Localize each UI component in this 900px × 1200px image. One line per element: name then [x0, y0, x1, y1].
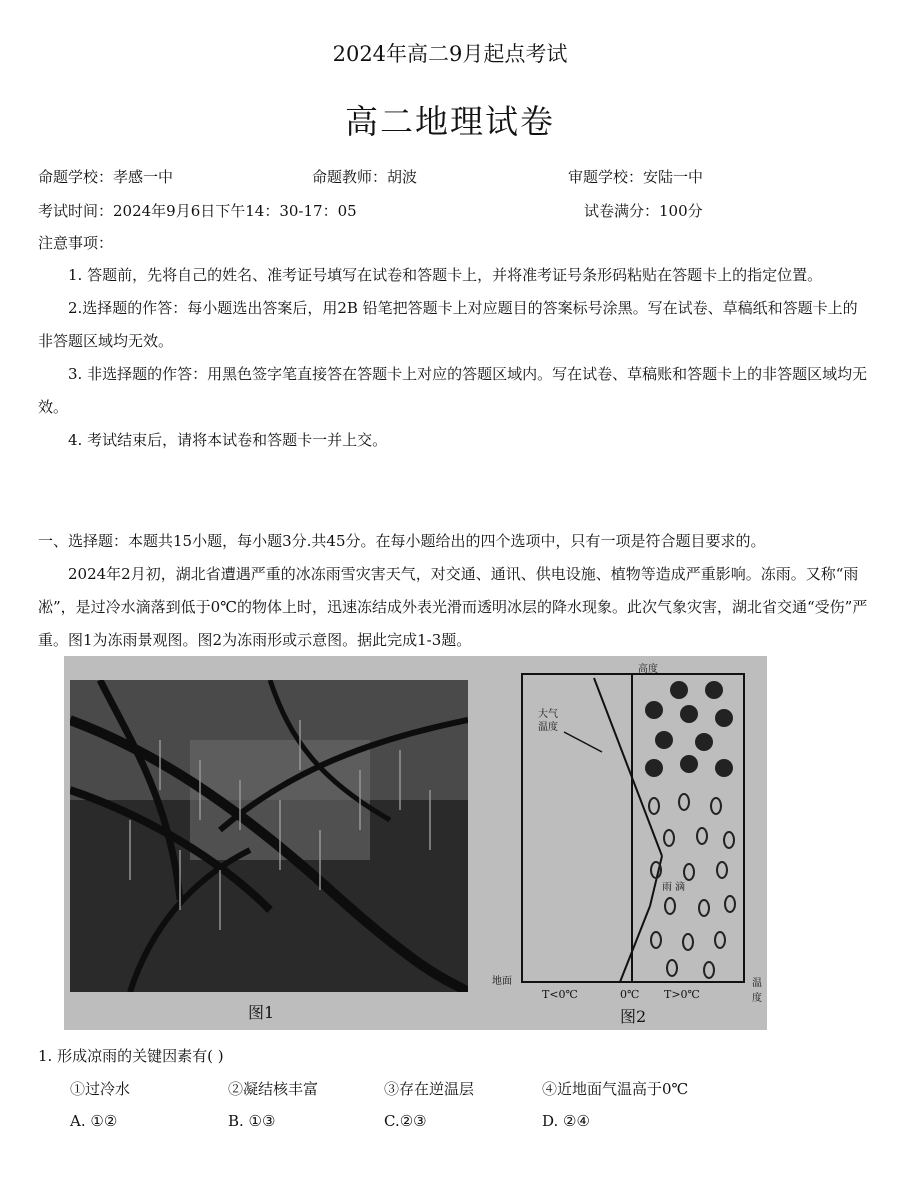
exam-name: 2024年高二9月起点考试 — [332, 42, 568, 66]
notice-item: 3. 非选择题的作答：用黑色签字笔直接答在答题卡上对应的答题区域内。写在试卷、草稿账和答题卡上的非答题区域均无效。 — [38, 365, 868, 416]
fig2-height-label: 高度 — [638, 664, 658, 675]
statement-4: ④近地面气温高于0℃ — [542, 1080, 689, 1098]
paper-title: 高二地理试卷 — [345, 102, 555, 141]
option-c: C.②③ — [384, 1112, 427, 1130]
fig2-left-temp: T<0℃ — [542, 988, 578, 1001]
fig2-ground-label: 地面 — [492, 976, 512, 987]
teacher-info: 命题教师：胡波 — [312, 168, 418, 186]
notice-item: 4. 考试结束后，请将本试卷和答题卡一并上交。 — [68, 431, 388, 449]
full-score: 试卷满分：100分 — [584, 202, 703, 220]
exam-time: 考试时间：2024年9月6日下午14：30-17：05 — [38, 202, 357, 220]
freezing-rain-diagram — [484, 656, 767, 1030]
notice-title: 注意事项： — [38, 234, 114, 252]
fig2-caption: 图2 — [620, 1007, 647, 1026]
option-a: A. ①② — [70, 1112, 118, 1130]
statement-1: ①过冷水 — [70, 1080, 131, 1098]
question-stem: 1. 形成凉雨的关键因素有( ) — [38, 1047, 224, 1065]
notice-list — [38, 259, 870, 457]
fig2-right-temp: T>0℃ — [664, 988, 700, 1001]
option-d: D. ②④ — [542, 1112, 590, 1130]
reviewer-info: 审题学校：安陆一中 — [568, 168, 704, 186]
notice-item: 1. 答题前，先将自己的姓名、准考证号填写在试卷和答题卡上，并将准考证号条形码粘贴在答题卡上的指定位置。 — [68, 266, 823, 284]
statement-3: ③存在逆温层 — [384, 1080, 475, 1098]
fig2-temp-label: 大气 温度 — [538, 709, 558, 733]
school-info: 命题学校：孝感一中 — [38, 168, 174, 186]
fig2-raindrop-label: 雨 滴 — [662, 878, 685, 893]
freezing-rain-photo — [70, 680, 468, 992]
passage: 2024年2月初，湖北省遭遇严重的冰冻雨雪灾害天气，对交通、通讯、供电设施、植物等造成严重影响。冻雨。又称“雨凇”，是过冷水滴落到低于0℃的物体上时，迅速冻结成外表光滑而透明冰层的降水现象。此次气象灾害，湖北省交通“受伤”严重。图1为冻雨景观图。图2为冻雨形或示意图。据此完成1-3题。 — [38, 565, 868, 649]
fig2-temp-axis-label: 温度 — [752, 978, 762, 1004]
figure-panel — [64, 656, 767, 1030]
fig1-caption: 图1 — [248, 1003, 275, 1022]
option-b: B. ①③ — [228, 1112, 276, 1130]
statement-2: ②凝结核丰富 — [228, 1080, 319, 1098]
section-heading: 一、选择题：本题共15小题，每小题3分.共45分。在每小题给出的四个选项中，只有一项是符合题目要求的。 — [38, 532, 766, 550]
fig2-zero-temp: 0℃ — [620, 988, 640, 1001]
notice-item: 2.选择题的作答：每小题选出答案后，用2B 铅笔把答题卡上对应题目的答案标号涂黑。写在试卷、草稿纸和答题卡上的非答题区域均无效。 — [38, 299, 858, 350]
